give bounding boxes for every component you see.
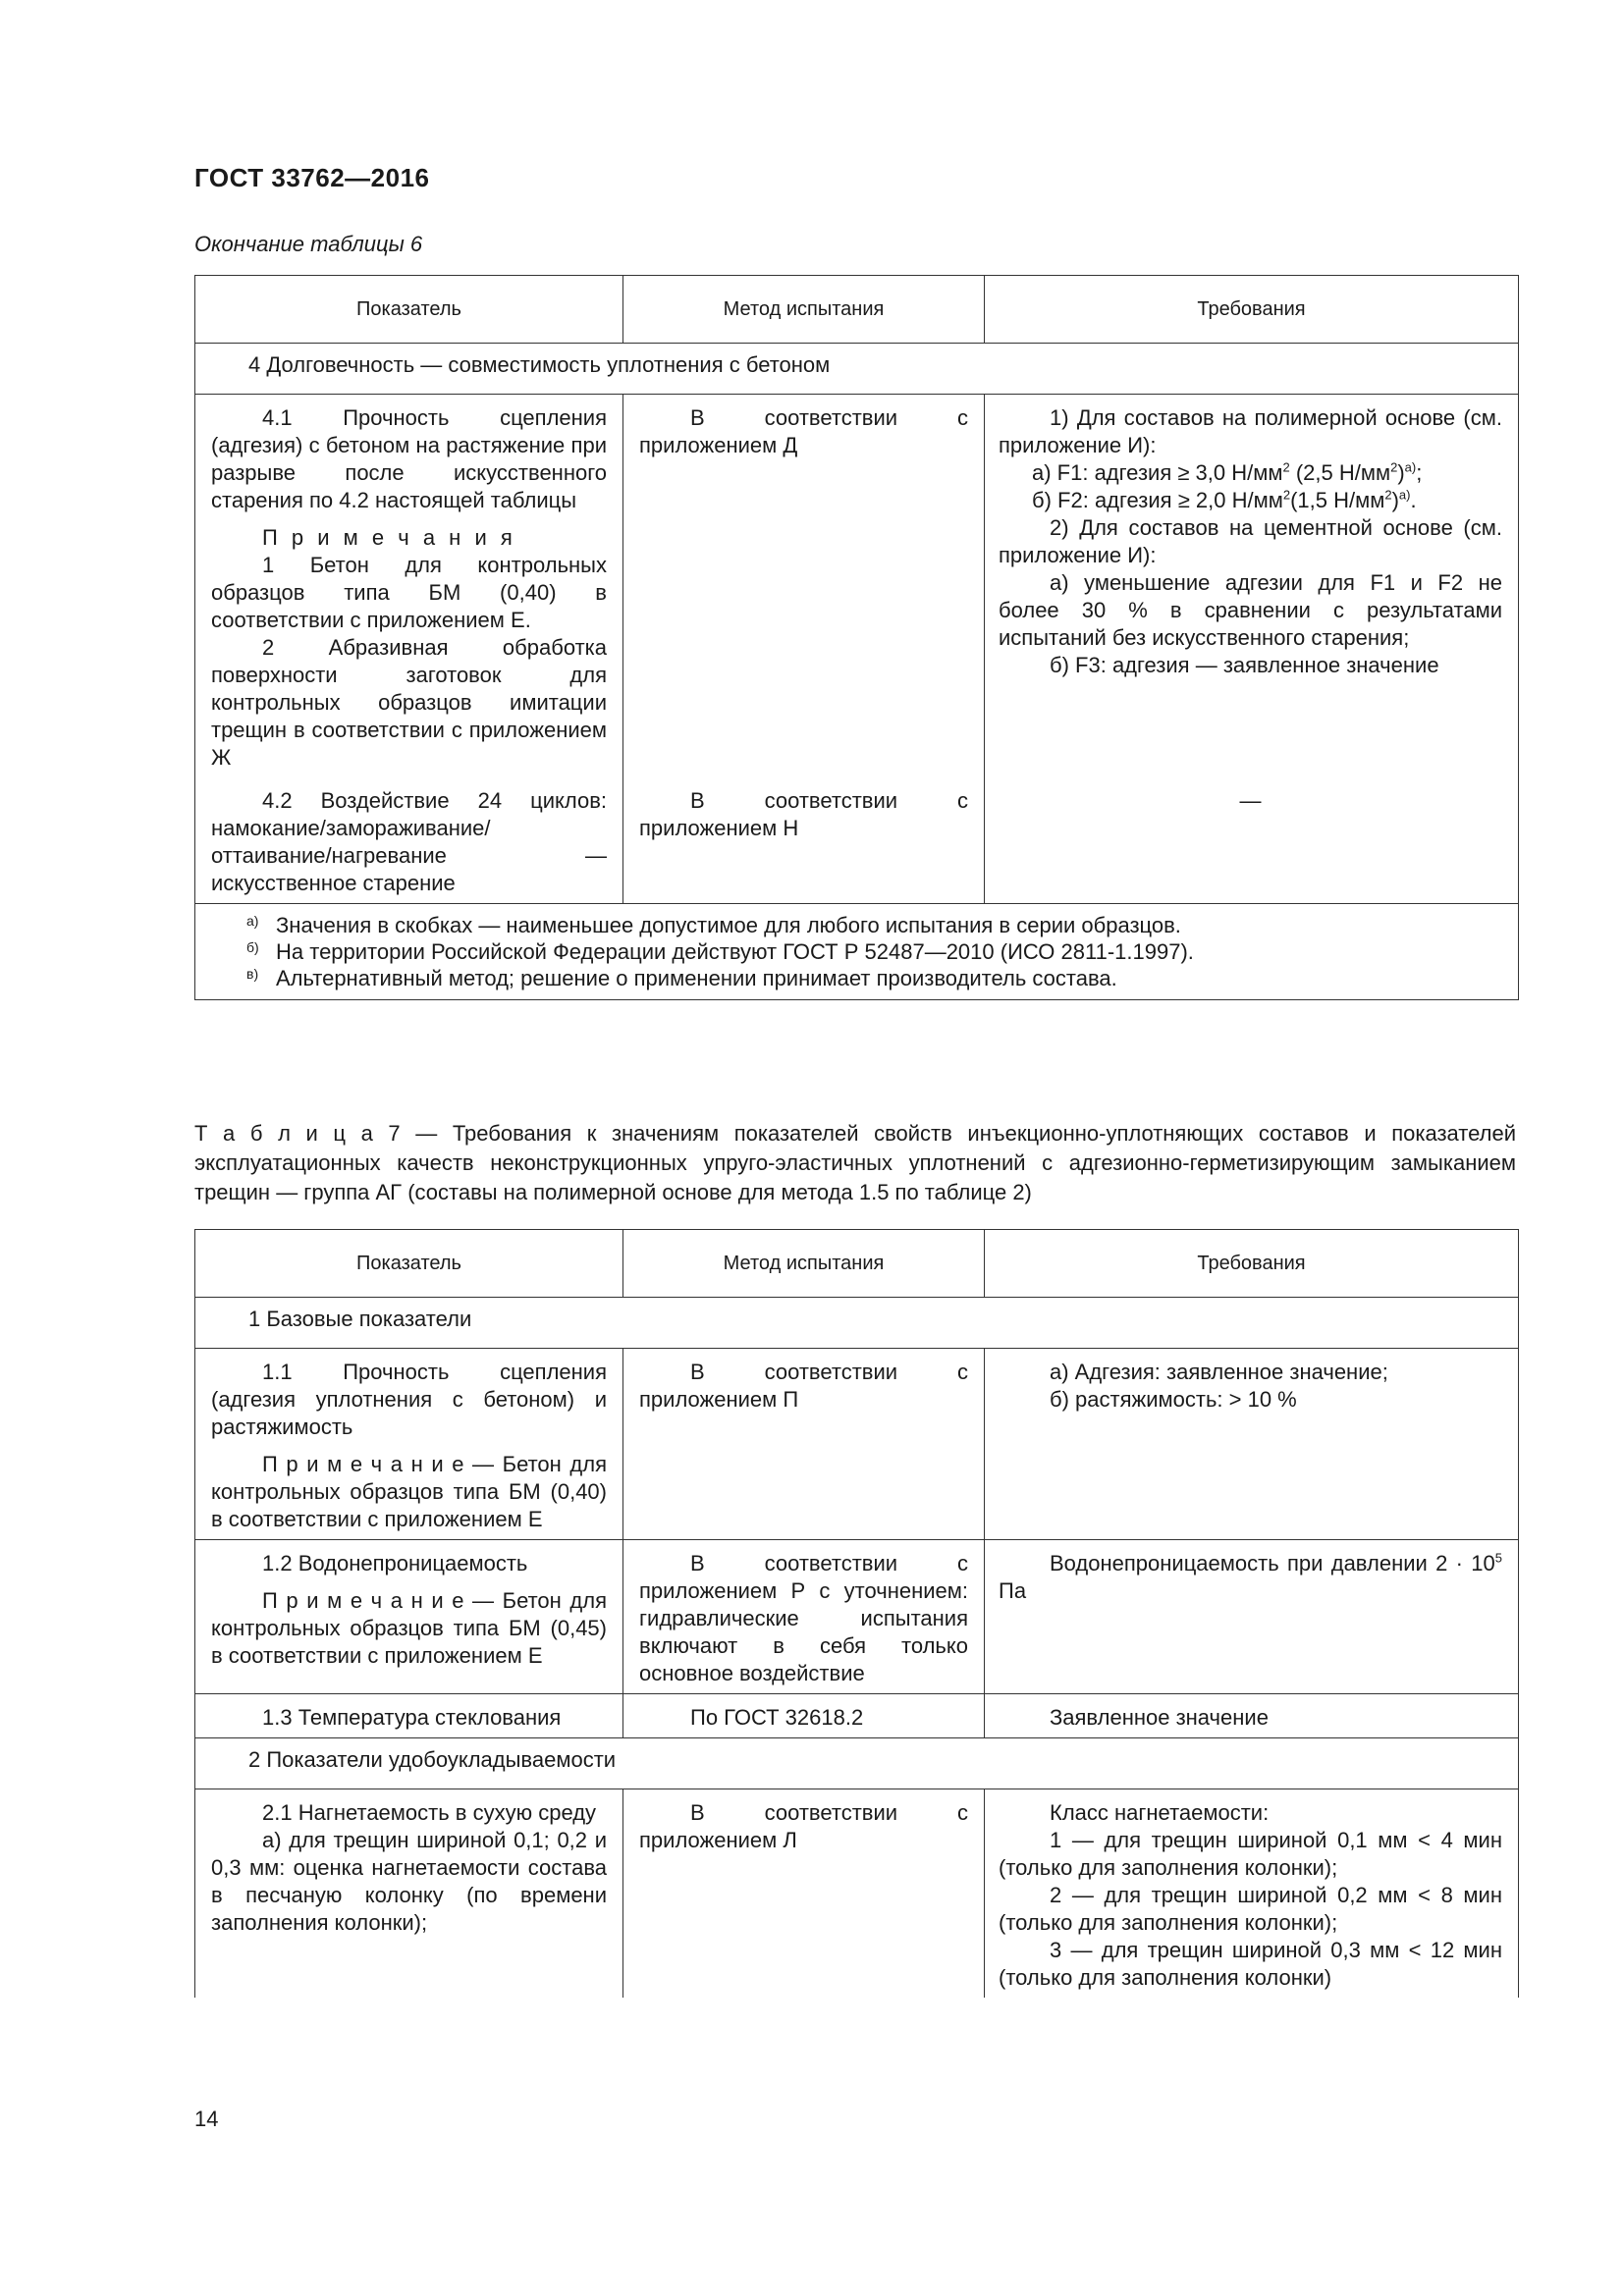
section-title: 2 Показатели удобоукладываемости [195, 1738, 1519, 1789]
requirement-text: 2) Для составов на цементной основе (см. приложение И): [999, 515, 1502, 567]
table6-caption: Окончание таблицы 6 [194, 232, 423, 256]
table-header-row [195, 1230, 1519, 1298]
table7-title: Т а б л и ц а 7 — Требования к значениям показателей свойств инъекционно-уплотняющих составов и показателей эксплуатационных качеств неконструкционных упруго-эластичных уплотнений с адгезионно-герметизирующим замыканием трещин — группа АГ (составы на полимерной основе для метода 1.5 по таблице 2) [194, 1121, 1516, 1204]
footnote: б) На территории Российской Федерации действуют ГОСТ Р 52487—2010 (ИСО 2811-1.1997). [246, 939, 1194, 964]
column-header-requirements: Требования [985, 276, 1519, 344]
column-header-requirements: Требования [985, 1230, 1519, 1298]
indicator-text: 1.1 Прочность сцепления (адгезия уплотнения с бетоном) и растяжимость [211, 1360, 607, 1439]
method-text: В соответствии с приложением Н [623, 787, 985, 904]
footnote: в) Альтернативный метод; решение о применении принимает производитель состава. [246, 966, 1117, 990]
indicator-text: 2.1 Нагнетаемость в сухую среду [262, 1800, 597, 1825]
table-header-row [195, 276, 1519, 344]
table-row [195, 1540, 1519, 1694]
page-number: 14 [194, 2107, 219, 2131]
requirement-text: б) растяжимость: > 10 % [1050, 1387, 1297, 1412]
table-7 [194, 1229, 1519, 1998]
notes-title: П р и м е ч а н и я [262, 525, 516, 550]
section-row [195, 1738, 1519, 1789]
method-text: В соответствии с приложением Л [623, 1789, 985, 1999]
section-row [195, 1298, 1519, 1349]
requirement-text: б) F2: адгезия ≥ 2,0 $Н/мм^2(1,5$ $Н/мм^2)^{а)}$. [1032, 487, 1417, 512]
indicator-text: а) для трещин шириной 0,1; 0,2 и 0,3 мм: оценка нагнетаемости состава в песчаную колонку (по времени заполнения колонки); [211, 1828, 607, 1935]
column-header-indicator: Показатель [195, 1230, 623, 1298]
note-text: 1 Бетон для контрольных образцов типа БМ (0,40) в соответствии с приложением Е. [211, 553, 607, 632]
note-text: П р и м е ч а н и е — Бетон для контрольных образцов типа БМ (0,40) в соответствии с приложением Е [211, 1452, 607, 1531]
requirement-text: 1 — для трещин шириной 0,1 мм < 4 мин (только для заполнения колонки); [999, 1828, 1502, 1880]
method-text: В соответствии с приложением П [623, 1349, 985, 1540]
note-text: 2 Абразивная обработка поверхности заготовок для контрольных образцов имитации трещин в соответствии с приложением Ж [211, 635, 607, 770]
requirement-text: 1) Для составов на полимерной основе (см. приложение И): [999, 405, 1502, 457]
indicator-text: 1.2 Водонепроницаемость [262, 1551, 528, 1575]
indicator-text: 4.1 Прочность сцепления (адгезия) с бетоном на растяжение при разрыве после искусственного старения по 4.2 настоящей таблицы [211, 405, 607, 512]
requirement-dash: — [1239, 788, 1262, 813]
section-title: 4 Долговечность — совместимость уплотнения с бетоном [195, 344, 1519, 395]
footnotes-row [195, 904, 1519, 1000]
table-row [195, 395, 1519, 788]
table-row [195, 1694, 1519, 1738]
requirement-text: а) уменьшение адгезии для F1 и F2 не более 30 % в сравнении с результатами испытаний без искусственного старения; [999, 570, 1502, 650]
column-header-indicator: Показатель [195, 276, 623, 344]
column-header-method: Метод испытания [623, 1230, 985, 1298]
method-text: По ГОСТ 32618.2 [623, 1694, 985, 1738]
requirement-text: Класс нагнетаемости: [1050, 1800, 1270, 1825]
section-row [195, 344, 1519, 395]
page-header: ГОСТ 33762—2016 [194, 163, 430, 192]
table-row [195, 787, 1519, 904]
section-title: 1 Базовые показатели [195, 1298, 1519, 1349]
indicator-text: 1.3 Температура стеклования [195, 1694, 623, 1738]
requirement-text: а) F1: адгезия ≥ 3,0 $Н/мм^2$ (2,5 $Н/мм^2)^{а)}$; [1032, 459, 1423, 485]
indicator-text: 4.2 Воздействие 24 циклов: намокание/замораживание/оттаивание/нагревание — искусственное старение [211, 788, 607, 895]
requirement-text: 2 — для трещин шириной 0,2 мм < 8 мин (только для заполнения колонки); [999, 1883, 1502, 1935]
requirement-text: Заявленное значение [985, 1694, 1519, 1738]
requirement-text: б) F3: адгезия — заявленное значение [1050, 653, 1439, 677]
table-row [195, 1789, 1519, 1999]
column-header-method: Метод испытания [623, 276, 985, 344]
method-text: В соответствии с приложением Р с уточнением: гидравлические испытания включают в себя только основное воздействие [623, 1540, 985, 1694]
method-text: В соответствии с приложением Д [623, 395, 985, 788]
requirement-text: Водонепроницаемость при давлении $2 \cdot 10^5$ Па [985, 1540, 1519, 1694]
footnote: а) Значения в скобках — наименьшее допустимое для любого испытания в серии образцов. [246, 913, 1181, 937]
table-row [195, 1349, 1519, 1540]
requirement-text: 3 — для трещин шириной 0,3 мм < 12 мин (только для заполнения колонки) [999, 1938, 1502, 1990]
requirement-text: а) Адгезия: заявленное значение; [1050, 1360, 1388, 1384]
note-text: П р и м е ч а н и е — Бетон для контрольных образцов типа БМ (0,45) в соответствии с приложением Е [211, 1588, 607, 1668]
table-6 [194, 275, 1519, 1000]
